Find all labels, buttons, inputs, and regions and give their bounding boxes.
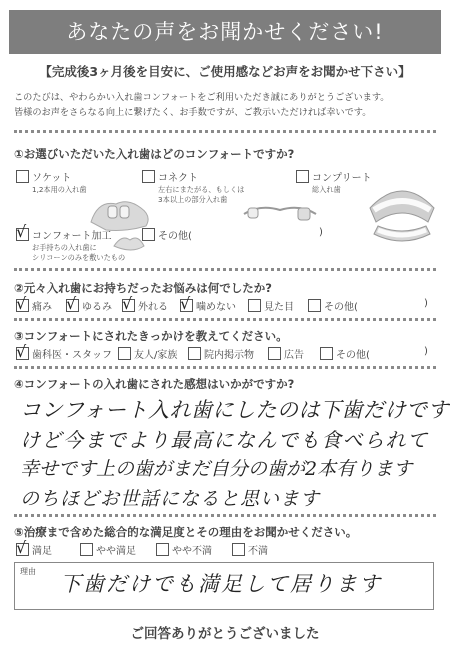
q4-answer-line-2: けど今までより最高になんでも食べられて <box>20 428 429 452</box>
dotted-divider <box>14 366 436 369</box>
q2-label-cannot-chew: 噛めない <box>196 302 236 313</box>
q3-checkbox-advertisement[interactable] <box>268 347 281 360</box>
q5-checkbox-dissatisfied[interactable] <box>232 543 245 556</box>
q3-checkbox-clinic-poster[interactable] <box>188 347 201 360</box>
q1-checkbox-connect[interactable] <box>142 170 155 183</box>
q5-label-dissatisfied: 不満 <box>248 546 268 557</box>
check-mark-icon: √ <box>66 294 77 313</box>
q1-label-socket: ソケット <box>32 173 72 184</box>
q3-label-advertisement: 広告 <box>284 350 304 361</box>
q3-checkbox-other[interactable] <box>320 347 333 360</box>
check-mark-icon: √ <box>16 294 27 313</box>
q2-label-other: その他( <box>324 302 358 313</box>
q2-title: ②元々入れ歯にお持ちだったお悩みは何でしたか? <box>14 281 272 295</box>
check-mark-icon: √ <box>16 538 27 557</box>
dotted-divider <box>14 318 436 321</box>
q2-label-loose: ゆるみ <box>82 302 112 313</box>
intro-line-2: 皆様のお声をさらなる向上に繋げたく、お手数ですが、ご教示いただければ幸いです。 <box>14 107 372 118</box>
q1-title: ①お選びいただいた入れ歯はどのコンフォートですか? <box>14 147 295 161</box>
q3-title: ③コンフォートにされたきっかけを教えてください。 <box>14 329 288 343</box>
q5-label-satisfied: 満足 <box>32 546 52 557</box>
subtitle: 【完成後3ヶ月後を目安に、ご使用感などお声をお聞かせ下さい】 <box>39 64 411 79</box>
complete-denture-icon <box>364 178 440 248</box>
q1-label-complete: コンプリート <box>312 173 372 184</box>
check-mark-icon: √ <box>122 294 133 313</box>
q4-answer-line-1: コンフォート入れ歯にしたのは下歯だけです <box>20 398 449 422</box>
check-mark-icon: √ <box>16 342 27 361</box>
q5-title: ⑤治療まで含めた総合的な満足度とその理由をお聞かせください。 <box>14 525 358 539</box>
q5-checkbox-somewhat-satisfied[interactable] <box>80 543 93 556</box>
q2-label-falls-out: 外れる <box>138 302 168 313</box>
q3-checkbox-friend-family[interactable] <box>118 347 131 360</box>
q1-label-connect: コネクト <box>158 173 198 184</box>
q2-label-appearance: 見た目 <box>264 302 294 313</box>
q1-label-other: その他( <box>158 231 192 242</box>
connect-denture-icon <box>240 198 320 226</box>
intro-line-1: このたびは、やわらかい入れ歯コンフォートをご利用いただき誠にありがとうございます。 <box>14 92 390 103</box>
q4-answer-line-3: 幸せです上の歯がまだ自分の歯が2本有ります <box>20 458 413 480</box>
q5-checkbox-somewhat-dissatisfied[interactable] <box>156 543 169 556</box>
q4-title: ④コンフォートの入れ歯にされた感想はいかがですか? <box>14 377 295 391</box>
dotted-divider <box>14 268 436 271</box>
q1-desc-complete: 総入れ歯 <box>312 185 341 194</box>
q4-answer-line-4: のちほどお世話になると思います <box>20 488 321 510</box>
check-mark-icon: √ <box>16 222 27 241</box>
reason-label: 理由 <box>20 567 36 576</box>
q5-label-somewhat-satisfied: やや満足 <box>96 546 136 557</box>
q1-label-comfort-processing: コンフォート加工 <box>32 231 112 242</box>
q3-label-clinic-poster: 院内掲示物 <box>204 350 254 361</box>
dotted-divider <box>14 514 436 517</box>
check-mark-icon: √ <box>180 294 191 313</box>
q2-label-pain: 痛み <box>32 302 52 313</box>
q1-other-close: ) <box>319 227 323 238</box>
q2-checkbox-other[interactable] <box>308 299 321 312</box>
q1-checkbox-complete[interactable] <box>296 170 309 183</box>
q2-checkbox-appearance[interactable] <box>248 299 261 312</box>
q3-label-dentist-staff: 歯科医・スタッフ <box>32 350 112 361</box>
processed-denture-icon <box>112 232 146 256</box>
q1-checkbox-other[interactable] <box>142 228 155 241</box>
dotted-divider <box>14 130 436 133</box>
q3-label-other: その他( <box>336 350 370 361</box>
q1-checkbox-socket[interactable] <box>16 170 29 183</box>
q5-label-somewhat-dissatisfied: やや不満 <box>172 546 212 557</box>
q1-desc-socket: 1,2本用の入れ歯 <box>32 185 87 194</box>
intro-text <box>14 90 390 120</box>
q3-other-close: ) <box>424 346 428 357</box>
q1-desc-connect-1: 左右にまたがる、もしくは <box>158 185 245 194</box>
reason-answer: 下歯だけでも満足して居ります <box>60 572 382 596</box>
banner-title: あなたの声をお聞かせください! <box>9 10 441 54</box>
q3-label-friend-family: 友人/家族 <box>134 350 178 361</box>
q2-other-close: ) <box>424 298 428 309</box>
q1-desc-connect-2: 3本以上の部分入れ歯 <box>158 195 228 204</box>
footer-thanks: ご回答ありがとうございました <box>130 626 320 642</box>
q1-desc-comfort-processing-2: シリコーンのみを敷いたもの <box>32 253 126 262</box>
q1-desc-comfort-processing-1: お手持ちの入れ歯に <box>32 243 97 252</box>
